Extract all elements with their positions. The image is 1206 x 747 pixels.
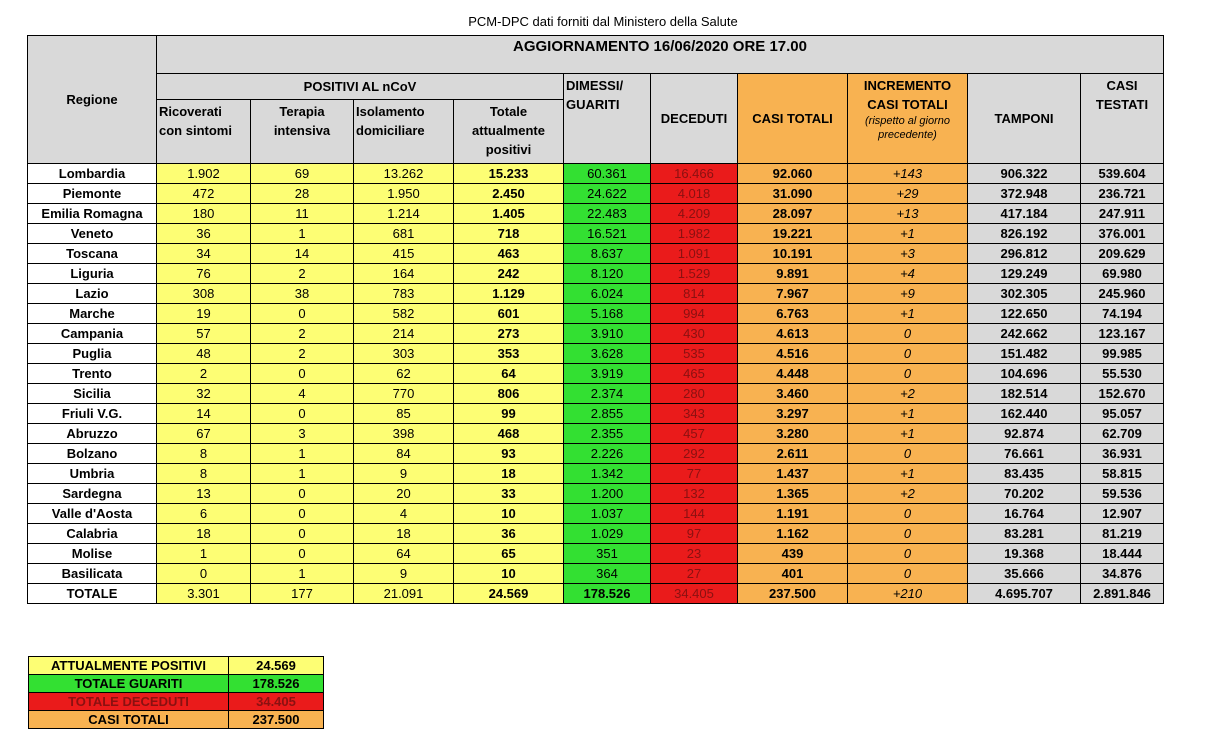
cell-testati: 247.911 <box>1081 204 1164 224</box>
cell-testati: 34.876 <box>1081 564 1164 584</box>
cell-deceduti: 132 <box>651 484 738 504</box>
cell-casi: 7.967 <box>738 284 848 304</box>
cell-dimessi: 5.168 <box>564 304 651 324</box>
cell-deceduti: 144 <box>651 504 738 524</box>
cell-ricoverati: 67 <box>157 424 251 444</box>
cell-testati: 74.194 <box>1081 304 1164 324</box>
cell-totale: 242 <box>454 264 564 284</box>
cell-ricoverati: 76 <box>157 264 251 284</box>
covid-regional-table <box>27 35 1164 604</box>
cell-deceduti: 535 <box>651 344 738 364</box>
cell-terapia: 1 <box>251 444 354 464</box>
cell-totale: 24.569 <box>454 584 564 604</box>
cell-casi: 1.437 <box>738 464 848 484</box>
cell-testati: 2.891.846 <box>1081 584 1164 604</box>
cell-casi: 4.613 <box>738 324 848 344</box>
summary-row <box>29 711 324 729</box>
cell-terapia: 0 <box>251 524 354 544</box>
cell-testati: 95.057 <box>1081 404 1164 424</box>
cell-testati: 55.530 <box>1081 364 1164 384</box>
cell-ricoverati: 472 <box>157 184 251 204</box>
cell-tamponi: 35.666 <box>968 564 1081 584</box>
cell-dimessi: 60.361 <box>564 164 651 184</box>
cell-ricoverati: 6 <box>157 504 251 524</box>
summary-value: 178.526 <box>229 675 324 693</box>
cell-dimessi: 16.521 <box>564 224 651 244</box>
cell-ricoverati: 3.301 <box>157 584 251 604</box>
cell-isolamento: 582 <box>354 304 454 324</box>
cell-dimessi: 364 <box>564 564 651 584</box>
cell-incremento: +4 <box>848 264 968 284</box>
cell-testati: 12.907 <box>1081 504 1164 524</box>
cell-incremento: +13 <box>848 204 968 224</box>
header-incremento: INCREMENTO CASI TOTALI (rispetto al giorno precedente) <box>848 74 968 164</box>
header-ricoverati: Ricoverati con sintomi <box>157 100 251 164</box>
table-row <box>28 204 1164 224</box>
cell-ricoverati: 57 <box>157 324 251 344</box>
cell-isolamento: 64 <box>354 544 454 564</box>
summary-label: TOTALE DECEDUTI <box>29 693 229 711</box>
cell-regione: Sicilia <box>28 384 157 404</box>
cell-casi: 3.297 <box>738 404 848 424</box>
header-regione: Regione <box>28 36 157 164</box>
table-row <box>28 244 1164 264</box>
cell-terapia: 2 <box>251 344 354 364</box>
cell-incremento: +2 <box>848 484 968 504</box>
cell-ricoverati: 48 <box>157 344 251 364</box>
cell-deceduti: 27 <box>651 564 738 584</box>
cell-terapia: 1 <box>251 464 354 484</box>
cell-dimessi: 3.910 <box>564 324 651 344</box>
cell-regione: Lombardia <box>28 164 157 184</box>
cell-deceduti: 814 <box>651 284 738 304</box>
cell-casi: 1.162 <box>738 524 848 544</box>
header-casi-testati: CASI TESTATI <box>1081 74 1164 164</box>
table-total-row <box>28 584 1164 604</box>
cell-totale: 65 <box>454 544 564 564</box>
cell-dimessi: 2.355 <box>564 424 651 444</box>
cell-casi: 237.500 <box>738 584 848 604</box>
cell-testati: 209.629 <box>1081 244 1164 264</box>
header-casi-totali: CASI TOTALI <box>738 74 848 164</box>
cell-tamponi: 182.514 <box>968 384 1081 404</box>
cell-terapia: 2 <box>251 264 354 284</box>
cell-tamponi: 826.192 <box>968 224 1081 244</box>
cell-tamponi: 129.249 <box>968 264 1081 284</box>
cell-isolamento: 303 <box>354 344 454 364</box>
cell-regione: Toscana <box>28 244 157 264</box>
cell-testati: 59.536 <box>1081 484 1164 504</box>
cell-testati: 81.219 <box>1081 524 1164 544</box>
cell-regione: Friuli V.G. <box>28 404 157 424</box>
cell-isolamento: 18 <box>354 524 454 544</box>
cell-terapia: 0 <box>251 504 354 524</box>
table-row <box>28 504 1164 524</box>
cell-ricoverati: 13 <box>157 484 251 504</box>
cell-regione: TOTALE <box>28 584 157 604</box>
cell-terapia: 1 <box>251 224 354 244</box>
cell-casi: 19.221 <box>738 224 848 244</box>
cell-dimessi: 2.855 <box>564 404 651 424</box>
cell-incremento: 0 <box>848 344 968 364</box>
table-row <box>28 344 1164 364</box>
cell-dimessi: 8.637 <box>564 244 651 264</box>
cell-deceduti: 457 <box>651 424 738 444</box>
cell-casi: 31.090 <box>738 184 848 204</box>
table-row <box>28 424 1164 444</box>
cell-tamponi: 4.695.707 <box>968 584 1081 604</box>
cell-tamponi: 151.482 <box>968 344 1081 364</box>
cell-regione: Marche <box>28 304 157 324</box>
header-isolamento: Isolamento domiciliare <box>354 100 454 164</box>
cell-terapia: 69 <box>251 164 354 184</box>
table-row <box>28 464 1164 484</box>
cell-regione: Umbria <box>28 464 157 484</box>
cell-casi: 1.365 <box>738 484 848 504</box>
cell-terapia: 4 <box>251 384 354 404</box>
summary-table <box>28 656 324 729</box>
cell-ricoverati: 180 <box>157 204 251 224</box>
cell-isolamento: 681 <box>354 224 454 244</box>
cell-totale: 2.450 <box>454 184 564 204</box>
cell-terapia: 0 <box>251 404 354 424</box>
summary-value: 237.500 <box>229 711 324 729</box>
table-row <box>28 384 1164 404</box>
cell-ricoverati: 1 <box>157 544 251 564</box>
cell-regione: Veneto <box>28 224 157 244</box>
table-row <box>28 184 1164 204</box>
cell-regione: Bolzano <box>28 444 157 464</box>
cell-ricoverati: 18 <box>157 524 251 544</box>
cell-isolamento: 1.950 <box>354 184 454 204</box>
cell-totale: 601 <box>454 304 564 324</box>
cell-ricoverati: 19 <box>157 304 251 324</box>
cell-dimessi: 3.919 <box>564 364 651 384</box>
header-dimessi: DIMESSI/ GUARITI <box>564 74 651 164</box>
cell-terapia: 1 <box>251 564 354 584</box>
cell-testati: 123.167 <box>1081 324 1164 344</box>
cell-totale: 10 <box>454 504 564 524</box>
header-positivi-group: POSITIVI AL nCoV <box>157 74 564 100</box>
cell-casi: 92.060 <box>738 164 848 184</box>
cell-deceduti: 1.091 <box>651 244 738 264</box>
cell-tamponi: 906.322 <box>968 164 1081 184</box>
cell-casi: 2.611 <box>738 444 848 464</box>
cell-tamponi: 162.440 <box>968 404 1081 424</box>
cell-testati: 539.604 <box>1081 164 1164 184</box>
cell-casi: 439 <box>738 544 848 564</box>
cell-isolamento: 13.262 <box>354 164 454 184</box>
cell-isolamento: 783 <box>354 284 454 304</box>
cell-terapia: 177 <box>251 584 354 604</box>
cell-tamponi: 83.281 <box>968 524 1081 544</box>
cell-ricoverati: 14 <box>157 404 251 424</box>
cell-totale: 353 <box>454 344 564 364</box>
cell-isolamento: 21.091 <box>354 584 454 604</box>
cell-regione: Calabria <box>28 524 157 544</box>
cell-isolamento: 398 <box>354 424 454 444</box>
cell-testati: 376.001 <box>1081 224 1164 244</box>
table-row <box>28 484 1164 504</box>
cell-deceduti: 1.982 <box>651 224 738 244</box>
cell-ricoverati: 32 <box>157 384 251 404</box>
table-row <box>28 164 1164 184</box>
cell-testati: 18.444 <box>1081 544 1164 564</box>
cell-incremento: 0 <box>848 504 968 524</box>
cell-totale: 1.129 <box>454 284 564 304</box>
cell-terapia: 11 <box>251 204 354 224</box>
cell-tamponi: 83.435 <box>968 464 1081 484</box>
table-row <box>28 264 1164 284</box>
cell-casi: 4.448 <box>738 364 848 384</box>
cell-regione: Sardegna <box>28 484 157 504</box>
cell-testati: 236.721 <box>1081 184 1164 204</box>
cell-terapia: 14 <box>251 244 354 264</box>
table-row <box>28 224 1164 244</box>
summary-body <box>29 657 324 729</box>
cell-tamponi: 372.948 <box>968 184 1081 204</box>
cell-terapia: 38 <box>251 284 354 304</box>
cell-ricoverati: 2 <box>157 364 251 384</box>
cell-totale: 463 <box>454 244 564 264</box>
cell-deceduti: 4.209 <box>651 204 738 224</box>
header-terapia: Terapia intensiva <box>251 100 354 164</box>
cell-totale: 718 <box>454 224 564 244</box>
cell-regione: Abruzzo <box>28 424 157 444</box>
cell-dimessi: 6.024 <box>564 284 651 304</box>
cell-incremento: +1 <box>848 424 968 444</box>
cell-totale: 93 <box>454 444 564 464</box>
cell-dimessi: 22.483 <box>564 204 651 224</box>
cell-dimessi: 1.037 <box>564 504 651 524</box>
table-row <box>28 364 1164 384</box>
cell-incremento: 0 <box>848 364 968 384</box>
cell-incremento: +3 <box>848 244 968 264</box>
cell-incremento: +9 <box>848 284 968 304</box>
cell-casi: 401 <box>738 564 848 584</box>
cell-incremento: +1 <box>848 304 968 324</box>
table-body <box>28 164 1164 604</box>
cell-casi: 1.191 <box>738 504 848 524</box>
cell-ricoverati: 8 <box>157 464 251 484</box>
cell-regione: Valle d'Aosta <box>28 504 157 524</box>
cell-incremento: 0 <box>848 524 968 544</box>
cell-regione: Emilia Romagna <box>28 204 157 224</box>
table-row <box>28 524 1164 544</box>
cell-deceduti: 77 <box>651 464 738 484</box>
cell-totale: 36 <box>454 524 564 544</box>
cell-incremento: 0 <box>848 444 968 464</box>
cell-incremento: +29 <box>848 184 968 204</box>
table-row <box>28 564 1164 584</box>
cell-testati: 58.815 <box>1081 464 1164 484</box>
cell-isolamento: 9 <box>354 564 454 584</box>
cell-isolamento: 20 <box>354 484 454 504</box>
cell-tamponi: 70.202 <box>968 484 1081 504</box>
cell-ricoverati: 34 <box>157 244 251 264</box>
cell-deceduti: 280 <box>651 384 738 404</box>
table-row <box>28 324 1164 344</box>
cell-deceduti: 1.529 <box>651 264 738 284</box>
cell-totale: 806 <box>454 384 564 404</box>
cell-ricoverati: 36 <box>157 224 251 244</box>
cell-deceduti: 23 <box>651 544 738 564</box>
cell-deceduti: 4.018 <box>651 184 738 204</box>
cell-casi: 6.763 <box>738 304 848 324</box>
header-tamponi: TAMPONI <box>968 74 1081 164</box>
header-aggiornamento: AGGIORNAMENTO 16/06/2020 ORE 17.00 <box>157 36 1164 74</box>
cell-isolamento: 214 <box>354 324 454 344</box>
cell-incremento: +1 <box>848 404 968 424</box>
cell-isolamento: 1.214 <box>354 204 454 224</box>
cell-tamponi: 104.696 <box>968 364 1081 384</box>
cell-regione: Trento <box>28 364 157 384</box>
cell-incremento: +210 <box>848 584 968 604</box>
cell-deceduti: 97 <box>651 524 738 544</box>
cell-casi: 10.191 <box>738 244 848 264</box>
table-row <box>28 404 1164 424</box>
cell-totale: 64 <box>454 364 564 384</box>
table-row <box>28 284 1164 304</box>
cell-isolamento: 9 <box>354 464 454 484</box>
cell-isolamento: 85 <box>354 404 454 424</box>
cell-totale: 33 <box>454 484 564 504</box>
table-row <box>28 444 1164 464</box>
cell-dimessi: 3.628 <box>564 344 651 364</box>
source-caption: PCM-DPC dati forniti dal Ministero della Salute <box>468 14 738 29</box>
cell-isolamento: 4 <box>354 504 454 524</box>
cell-regione: Piemonte <box>28 184 157 204</box>
cell-totale: 1.405 <box>454 204 564 224</box>
cell-regione: Liguria <box>28 264 157 284</box>
cell-totale: 10 <box>454 564 564 584</box>
cell-incremento: +1 <box>848 464 968 484</box>
cell-regione: Puglia <box>28 344 157 364</box>
cell-dimessi: 1.342 <box>564 464 651 484</box>
summary-label: CASI TOTALI <box>29 711 229 729</box>
cell-incremento: +1 <box>848 224 968 244</box>
cell-totale: 99 <box>454 404 564 424</box>
cell-deceduti: 994 <box>651 304 738 324</box>
cell-ricoverati: 1.902 <box>157 164 251 184</box>
cell-terapia: 2 <box>251 324 354 344</box>
cell-testati: 69.980 <box>1081 264 1164 284</box>
cell-isolamento: 415 <box>354 244 454 264</box>
summary-label: TOTALE GUARITI <box>29 675 229 693</box>
cell-terapia: 0 <box>251 484 354 504</box>
cell-ricoverati: 308 <box>157 284 251 304</box>
cell-terapia: 0 <box>251 544 354 564</box>
cell-totale: 15.233 <box>454 164 564 184</box>
summary-label: ATTUALMENTE POSITIVI <box>29 657 229 675</box>
cell-tamponi: 76.661 <box>968 444 1081 464</box>
summary-row <box>29 675 324 693</box>
cell-testati: 245.960 <box>1081 284 1164 304</box>
cell-dimessi: 8.120 <box>564 264 651 284</box>
cell-tamponi: 92.874 <box>968 424 1081 444</box>
cell-terapia: 0 <box>251 304 354 324</box>
cell-dimessi: 351 <box>564 544 651 564</box>
cell-totale: 468 <box>454 424 564 444</box>
summary-value: 34.405 <box>229 693 324 711</box>
cell-totale: 273 <box>454 324 564 344</box>
cell-totale: 18 <box>454 464 564 484</box>
cell-incremento: +143 <box>848 164 968 184</box>
cell-dimessi: 2.374 <box>564 384 651 404</box>
cell-isolamento: 770 <box>354 384 454 404</box>
cell-tamponi: 296.812 <box>968 244 1081 264</box>
cell-ricoverati: 8 <box>157 444 251 464</box>
cell-incremento: +2 <box>848 384 968 404</box>
cell-regione: Campania <box>28 324 157 344</box>
cell-casi: 4.516 <box>738 344 848 364</box>
cell-tamponi: 16.764 <box>968 504 1081 524</box>
cell-tamponi: 122.650 <box>968 304 1081 324</box>
cell-deceduti: 343 <box>651 404 738 424</box>
cell-tamponi: 242.662 <box>968 324 1081 344</box>
cell-dimessi: 1.029 <box>564 524 651 544</box>
cell-dimessi: 1.200 <box>564 484 651 504</box>
header-totale-positivi: Totale attualmente positivi <box>454 100 564 164</box>
cell-isolamento: 84 <box>354 444 454 464</box>
table-row <box>28 304 1164 324</box>
cell-deceduti: 465 <box>651 364 738 384</box>
table-row <box>28 544 1164 564</box>
cell-tamponi: 19.368 <box>968 544 1081 564</box>
cell-incremento: 0 <box>848 324 968 344</box>
cell-dimessi: 24.622 <box>564 184 651 204</box>
cell-casi: 28.097 <box>738 204 848 224</box>
cell-isolamento: 62 <box>354 364 454 384</box>
cell-testati: 62.709 <box>1081 424 1164 444</box>
cell-deceduti: 16.466 <box>651 164 738 184</box>
cell-terapia: 28 <box>251 184 354 204</box>
cell-incremento: 0 <box>848 564 968 584</box>
cell-dimessi: 2.226 <box>564 444 651 464</box>
cell-ricoverati: 0 <box>157 564 251 584</box>
cell-tamponi: 417.184 <box>968 204 1081 224</box>
header-deceduti: DECEDUTI <box>651 74 738 164</box>
cell-terapia: 0 <box>251 364 354 384</box>
cell-testati: 36.931 <box>1081 444 1164 464</box>
summary-row <box>29 693 324 711</box>
cell-regione: Molise <box>28 544 157 564</box>
cell-isolamento: 164 <box>354 264 454 284</box>
cell-testati: 152.670 <box>1081 384 1164 404</box>
cell-casi: 3.460 <box>738 384 848 404</box>
cell-deceduti: 34.405 <box>651 584 738 604</box>
cell-testati: 99.985 <box>1081 344 1164 364</box>
cell-incremento: 0 <box>848 544 968 564</box>
cell-deceduti: 292 <box>651 444 738 464</box>
cell-casi: 9.891 <box>738 264 848 284</box>
cell-tamponi: 302.305 <box>968 284 1081 304</box>
cell-dimessi: 178.526 <box>564 584 651 604</box>
cell-regione: Lazio <box>28 284 157 304</box>
summary-row <box>29 657 324 675</box>
cell-regione: Basilicata <box>28 564 157 584</box>
cell-casi: 3.280 <box>738 424 848 444</box>
cell-terapia: 3 <box>251 424 354 444</box>
cell-deceduti: 430 <box>651 324 738 344</box>
summary-value: 24.569 <box>229 657 324 675</box>
